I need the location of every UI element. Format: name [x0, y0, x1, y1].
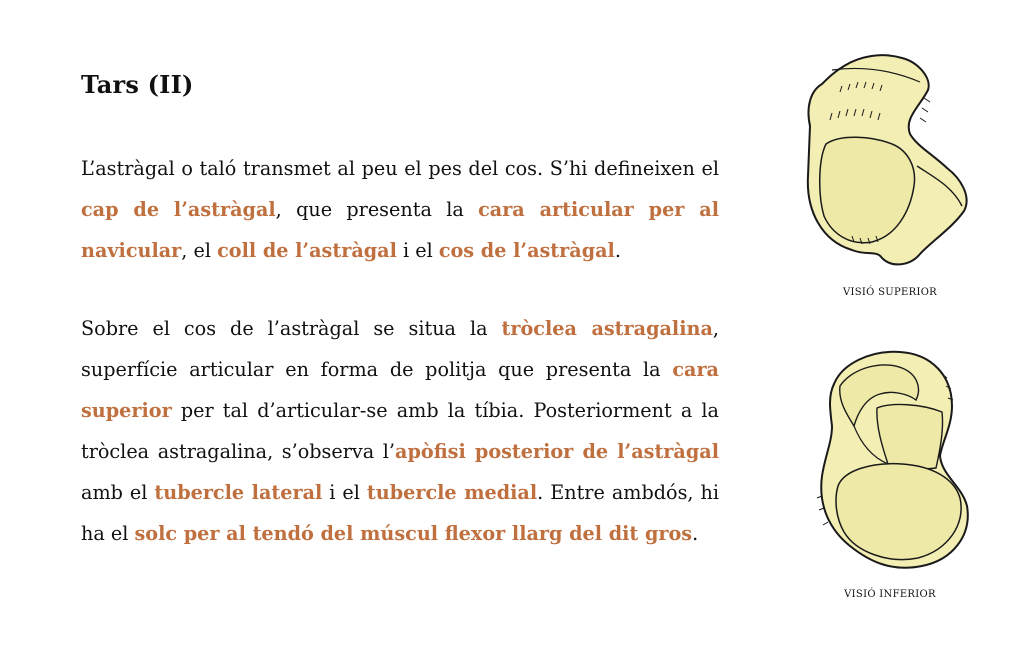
text-segment: . Entre ambdós, hi ha el — [81, 481, 719, 545]
highlighted-term: cos de l’astràgal — [438, 239, 615, 262]
text-segment: . — [614, 239, 621, 262]
highlighted-term: apòfisi posterior de l’astràgal — [395, 440, 719, 463]
text-segment: amb el — [81, 481, 155, 504]
highlighted-term: solc per al tendó del múscul flexor llarg del dit gros — [134, 522, 693, 545]
highlighted-term: cap de l’astràgal — [81, 198, 276, 221]
text-segment: Sobre el cos de l’astràgal se situa la — [81, 317, 502, 340]
text-segment: , superfície articular en forma de politja que presenta la — [81, 317, 720, 381]
paragraph-talus-intro — [81, 148, 719, 271]
paragraph-trochlea — [81, 308, 719, 554]
highlighted-term: tròclea astragalina — [501, 317, 713, 340]
caption-superior-view: VISIÓ SUPERIOR — [842, 287, 938, 298]
talus-superior-illustration — [792, 36, 988, 276]
caption-inferior-view: VISIÓ INFERIOR — [844, 589, 936, 600]
page-title: Tars (II) — [81, 70, 194, 99]
text-segment: i el — [396, 239, 439, 262]
text-segment: L’astràgal o taló transmet al peu el pes del cos. S’hi defineixen el — [81, 157, 719, 180]
text-segment: . — [692, 522, 699, 545]
text-segment: per tal d’articular-se amb la tíbia. Posteriorment a la tròclea astragalina, s’observa l’ — [81, 399, 719, 463]
figure-inferior-view — [792, 346, 988, 611]
highlighted-term: tubercle lateral — [154, 481, 323, 504]
highlighted-term: coll de l’astràgal — [217, 239, 397, 262]
text-segment: i el — [322, 481, 367, 504]
text-segment: , el — [181, 239, 218, 262]
text-segment: , que presenta la — [275, 198, 479, 221]
highlighted-term: cara articular per al navicular — [81, 198, 719, 262]
talus-inferior-illustration — [792, 346, 988, 586]
highlighted-term: cara superior — [81, 358, 719, 422]
figure-superior-view — [792, 36, 988, 311]
highlighted-term: tubercle medial — [366, 481, 538, 504]
